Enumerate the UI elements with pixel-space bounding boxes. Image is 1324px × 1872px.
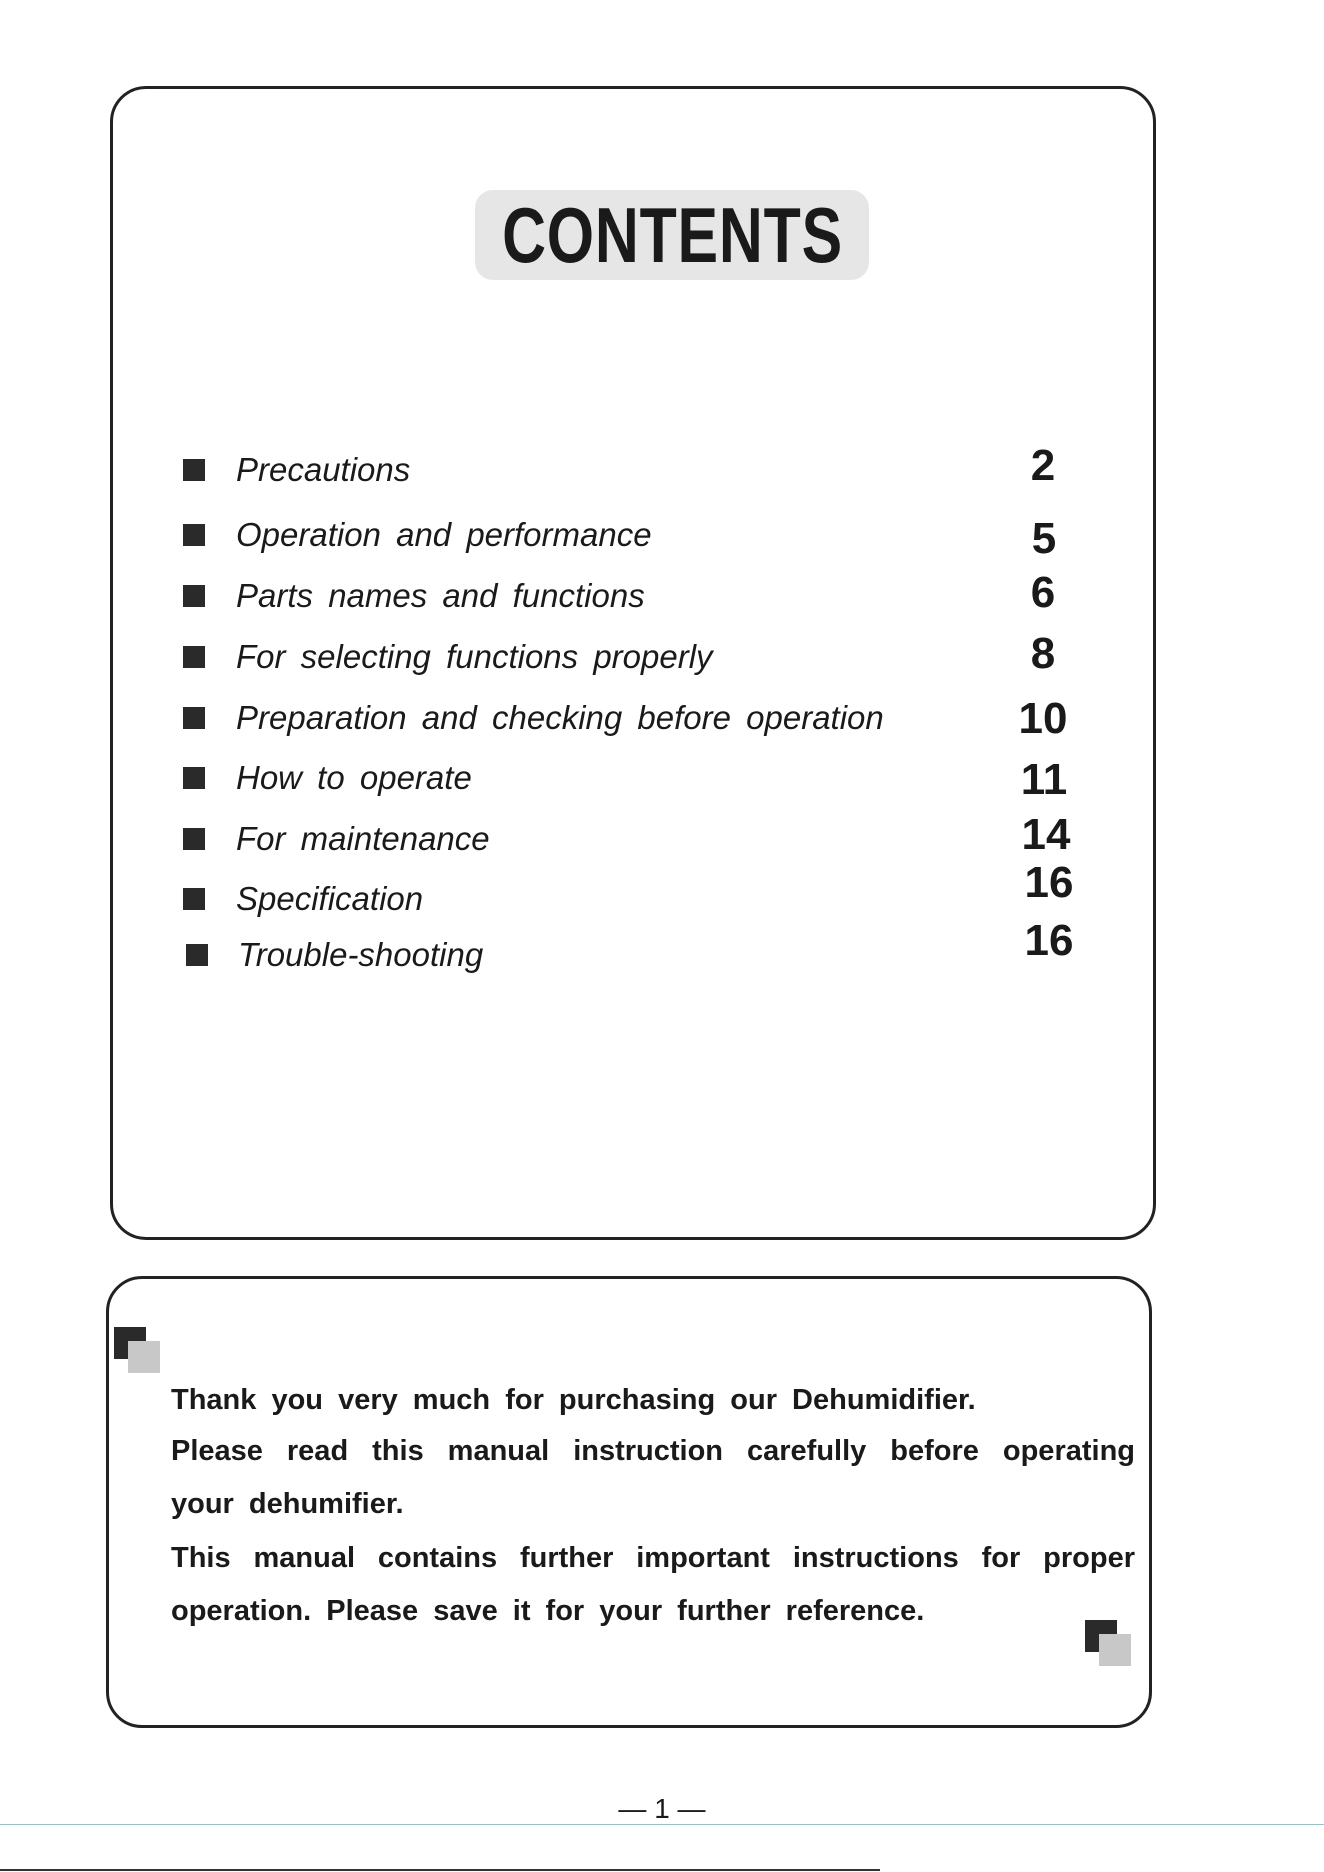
- toc-item-page: 14: [1021, 810, 1071, 859]
- note-line: your dehumifier.: [171, 1488, 404, 1520]
- toc-item-label: For maintenance: [236, 820, 490, 857]
- toc-item-page: 16: [1024, 858, 1074, 907]
- toc-item[interactable]: [0, 441, 1324, 497]
- note-line: operation. Please save it for your further reference.: [171, 1595, 925, 1627]
- toc-item-page: 16: [1024, 916, 1074, 965]
- bullet-square-icon: [186, 944, 208, 966]
- toc-item-page: 5: [1031, 514, 1057, 563]
- toc-item[interactable]: [0, 755, 1324, 805]
- toc-item-label: Precautions: [236, 451, 411, 488]
- toc-item-label: Trouble-shooting: [238, 936, 484, 973]
- footer-rule: [0, 1824, 1324, 1825]
- toc-item-label: Parts names and functions: [236, 577, 645, 614]
- toc-item-label: Specification: [236, 880, 424, 917]
- contents-title-badge: [475, 190, 869, 280]
- toc-item[interactable]: [0, 512, 1324, 562]
- toc-item-label: Operation and performance: [236, 516, 652, 553]
- toc-item[interactable]: [0, 810, 1324, 866]
- bullet-square-icon: [183, 585, 205, 607]
- toc-item-page: 8: [1030, 629, 1056, 678]
- note-line: Please read this manual instruction carefully before operating: [171, 1435, 1135, 1467]
- toc-item[interactable]: [0, 916, 1324, 982]
- contents-title: CONTENTS: [501, 190, 843, 279]
- note-line: This manual contains further important instructions for proper: [171, 1542, 1135, 1574]
- toc-item-page: 6: [1030, 568, 1056, 617]
- toc-item-page: 10: [1018, 694, 1068, 743]
- bullet-square-icon: [183, 767, 205, 789]
- bullet-square-icon: [183, 646, 205, 668]
- bullet-square-icon: [183, 888, 205, 910]
- corner-square-icon: [114, 1327, 160, 1373]
- toc-item-page: 2: [1030, 441, 1056, 490]
- corner-square-icon: [1085, 1620, 1131, 1666]
- toc-item-page: 11: [1020, 755, 1068, 804]
- bullet-square-icon: [183, 828, 205, 850]
- note-line: Thank you very much for purchasing our Dehumidifier.: [171, 1384, 976, 1416]
- page-number: — 1 —: [618, 1793, 706, 1824]
- toc-item-label: Preparation and checking before operation: [236, 699, 884, 736]
- toc-item[interactable]: [0, 568, 1324, 623]
- footer-rule: [0, 1869, 880, 1871]
- bullet-square-icon: [183, 524, 205, 546]
- bullet-square-icon: [183, 459, 205, 481]
- toc-item[interactable]: [0, 629, 1324, 684]
- toc-item[interactable]: [0, 858, 1324, 926]
- toc-item[interactable]: [0, 695, 1324, 745]
- toc-item-label: How to operate: [236, 759, 472, 796]
- toc-item-label: For selecting functions properly: [236, 638, 713, 675]
- bullet-square-icon: [183, 707, 205, 729]
